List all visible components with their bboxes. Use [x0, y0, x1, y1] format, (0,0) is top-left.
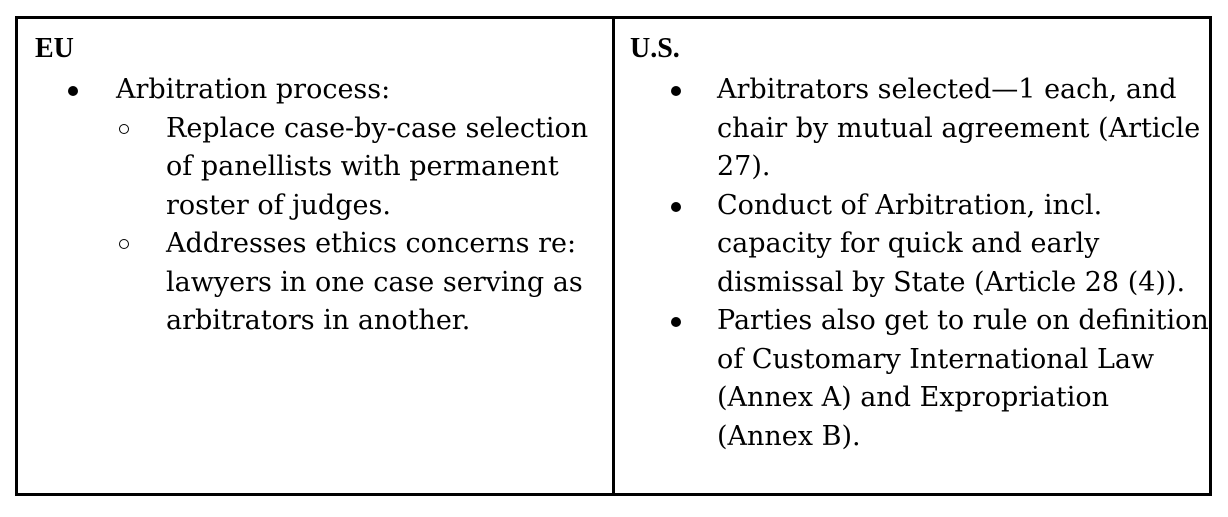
eu-heading: EU — [35, 33, 74, 64]
bullet-icon — [671, 202, 681, 212]
list-item-text: Arbitration process: — [116, 74, 391, 105]
list-item-text: Arbitrators selected—1 each, and chair by mutual agreement (Article 27). — [717, 74, 1201, 182]
comparison-table — [15, 16, 1212, 496]
eu-column — [18, 19, 615, 493]
bullet-icon — [671, 317, 681, 327]
bullet-icon — [671, 86, 681, 96]
list-item — [615, 71, 1210, 187]
bullet-icon — [68, 86, 78, 96]
us-list — [615, 71, 1210, 456]
us-heading: U.S. — [630, 33, 680, 64]
sub-list-item-text: Addresses ethics concerns re: lawyers in one case serving as arbitrators in another. — [166, 228, 583, 336]
sub-list-item-text: Replace case-by-case selection of panellists with permanent roster of judges. — [166, 112, 589, 221]
list-item — [18, 71, 608, 110]
eu-list — [18, 71, 608, 341]
sub-list-item — [18, 225, 608, 341]
list-item-text: Parties also get to rule on definition of Customary International Law (Annex A) and Expropriation (Annex B). — [717, 305, 1209, 452]
list-item-text: Conduct of Arbitration, incl. capacity for quick and early dismissal by State (Article 28 (4)). — [717, 189, 1186, 298]
circle-bullet-icon — [119, 239, 129, 249]
us-column — [615, 19, 1209, 493]
sub-list-item — [18, 110, 608, 226]
circle-bullet-icon — [119, 124, 129, 134]
list-item — [615, 187, 1210, 303]
list-item — [615, 302, 1210, 456]
